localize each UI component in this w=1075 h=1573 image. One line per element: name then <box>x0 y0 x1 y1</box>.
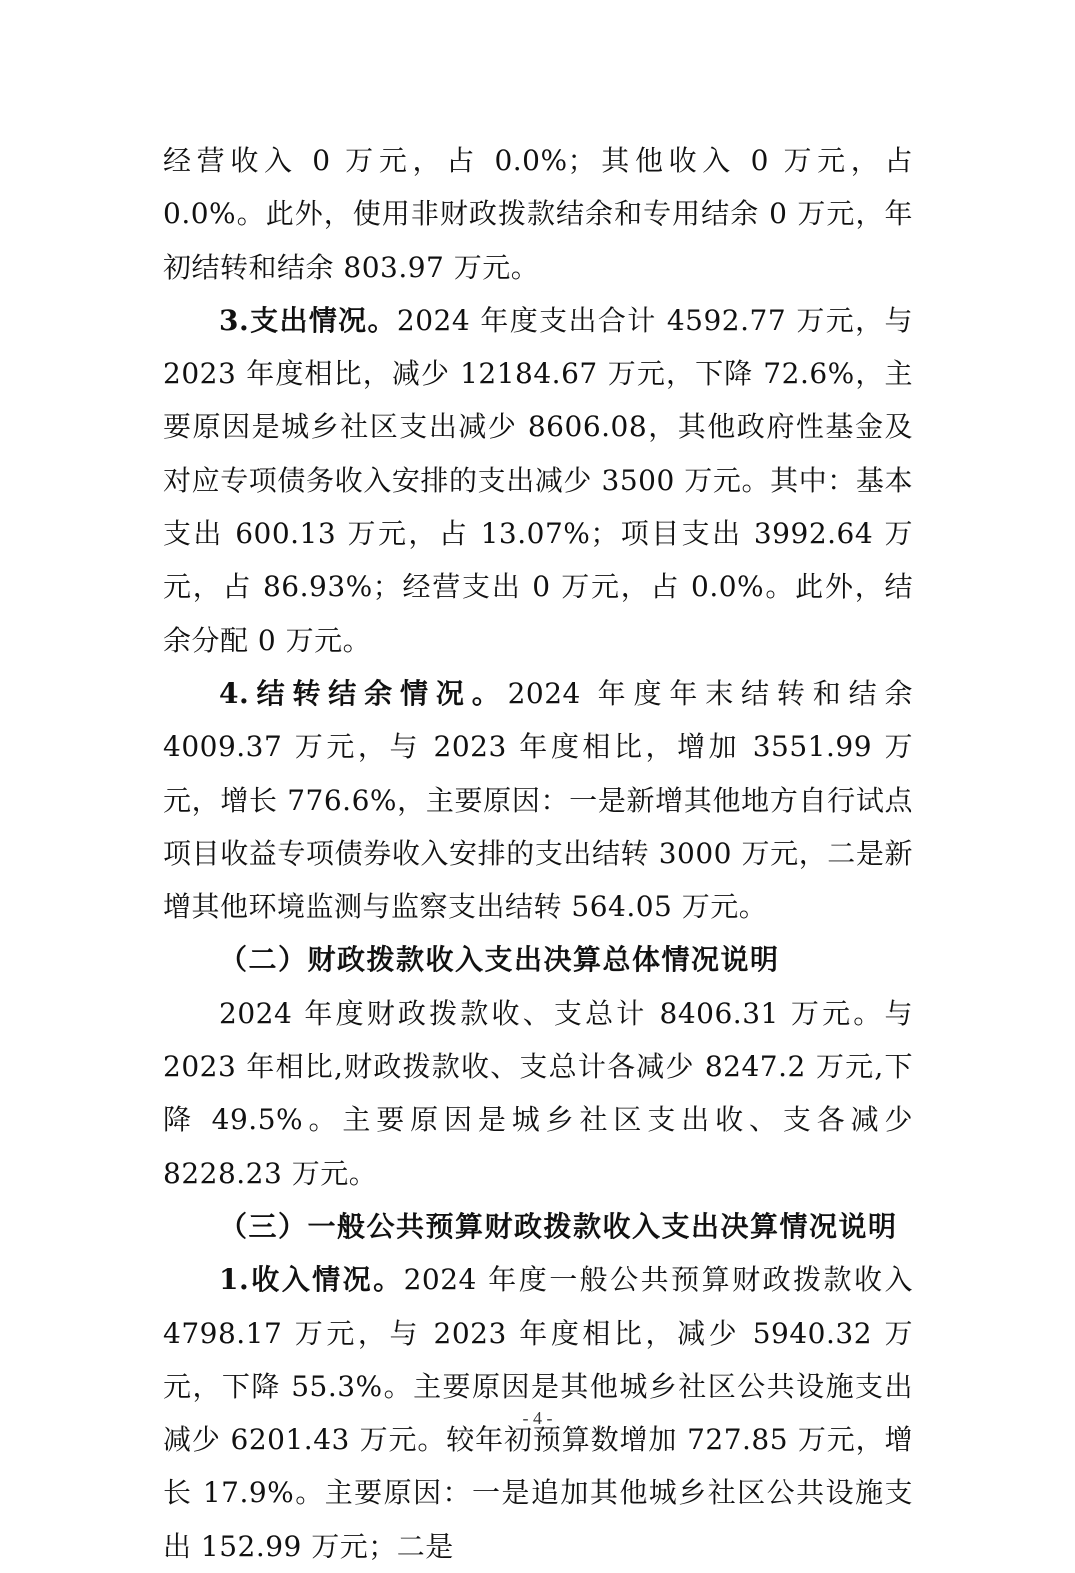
paragraph-expenditure <box>163 294 913 667</box>
section-title-general-budget: （三）一般公共预算财政拨款收入支出决算情况说明 <box>219 1209 898 1243</box>
section-title-fiscal-overall: （二）财政拨款收入支出决算总体情况说明 <box>219 943 780 977</box>
document-page <box>163 134 913 1573</box>
paragraph-income-continued: 经营收入 0 万元，占 0.0%；其他收入 0 万元，占 0.0%。此外，使用非财政拨款结余和专用结余 0 万元，年初结转和结余 803.97 万元。 <box>163 144 913 284</box>
expenditure-body: 2024 年度支出合计 4592.77 万元，与 2023 年度相比，减少 12184.67 万元，下降 72.6%，主要原因是城乡社区支出减少 8606.08，其他政府性基金及对应专项债务收入安排的支出减少 3500 万元。其中：基本支出 600.13 万元，占 13.07%；项目支出 3992.64 万元，占 86.93%；经营支出 0 万元，占 0.0%。此外，结余分配 0 万元。 <box>163 303 913 657</box>
carryover-body: 2024 年度年末结转和结余 4009.37 万元，与 2023 年度相比，增加 3551.99 万元，增长 776.6%，主要原因：一是新增其他地方自行试点项目收益专项债券收入安排的支出结转 3000 万元，二是新增其他环境监测与监察支出结转 564.05 万元。 <box>163 676 913 924</box>
heading-carryover: 4.结转结余情况。 <box>219 676 508 710</box>
income-body: 2024 年度一般公共预算财政拨款收入 4798.17 万元，与 2023 年度相比，减少 5940.32 万元，下降 55.3%。主要原因是其他城乡社区公共设施支出减少 6201.43 万元。较年初预算数增加 727.85 万元，增长 17.9%。主要原因：一是追加其他城乡社区公共设施支出 152.99 万元；二是 <box>163 1263 913 1563</box>
heading-income: 1.收入情况。 <box>219 1263 404 1297</box>
paragraph-fiscal-overall: 2024 年度财政拨款收、支总计 8406.31 万元。与 2023 年相比,财政拨款收、支总计各减少 8247.2 万元,下降 49.5%。主要原因是城乡社区支出收、支各减少 8228.23 万元。 <box>163 996 913 1190</box>
paragraph-carryover <box>163 667 913 933</box>
page-number: - 4 - <box>522 1408 553 1428</box>
heading-expenditure: 3.支出情况。 <box>219 303 397 337</box>
